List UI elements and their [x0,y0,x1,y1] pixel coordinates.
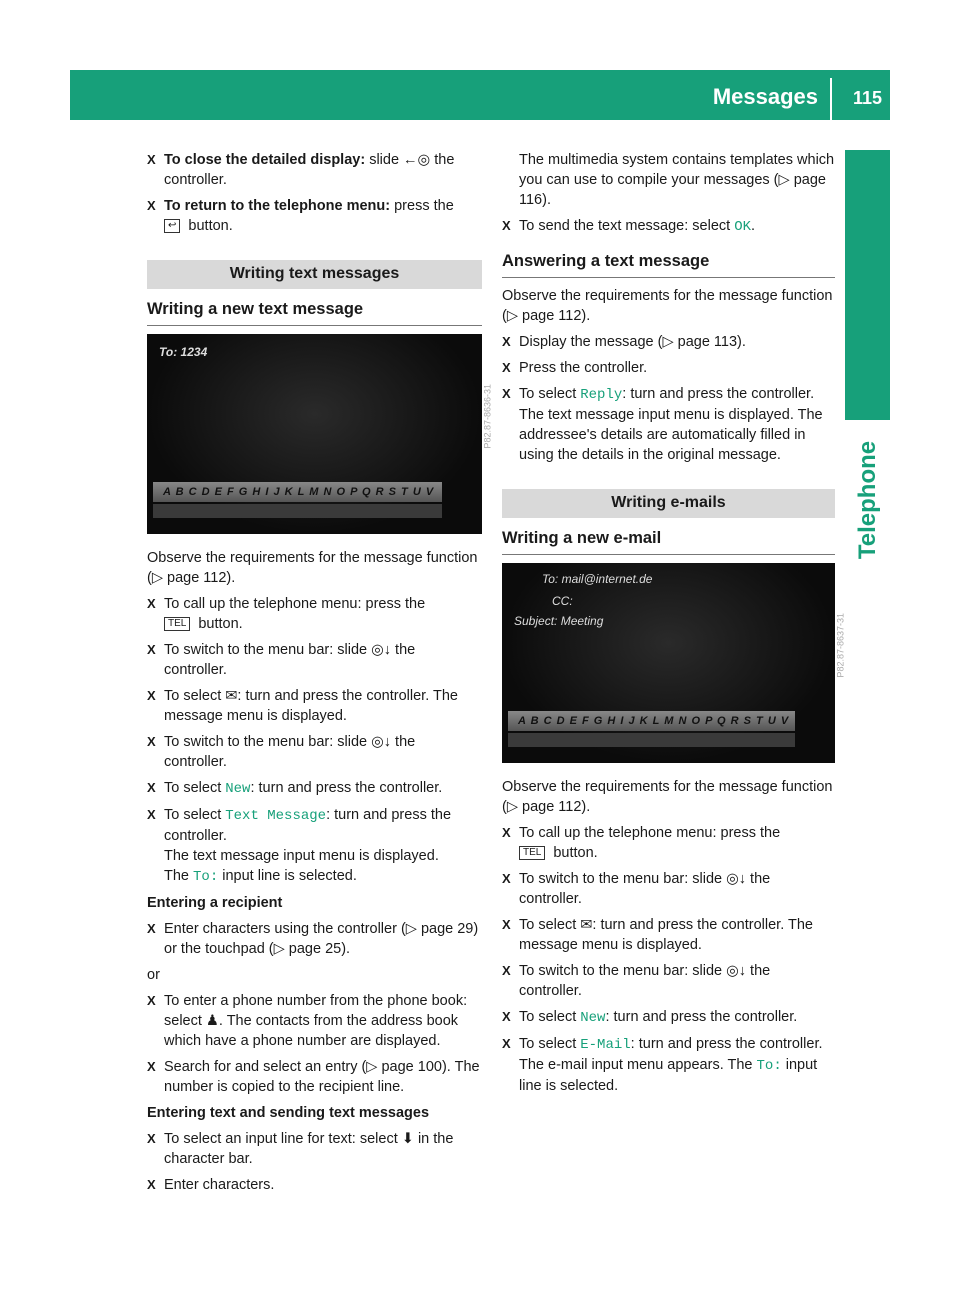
or-text: or [147,967,160,983]
observe-note: Observe the requirements for the message function (▷ page 112). [502,779,833,815]
step: X Enter characters. [147,1175,482,1195]
step: X To switch to the menu bar: slide ◎↓ the controller. [502,869,835,909]
subsection-heading: Writing a new e-mail [502,528,835,555]
step: X To call up the telephone menu: press the TEL button. [502,823,835,863]
tel-button-icon: TEL [519,846,545,860]
step: X To select New: turn and press the controller. [502,1007,835,1028]
step: X To send the text message: select OK. [502,216,835,237]
step: X To enter a phone number from the phone book: select ♟. The contacts from the address book which have a phone number are displayed. [147,991,482,1051]
right-column [502,150,846,1102]
step: X To select New: turn and press the controller. [147,778,482,799]
step: X To switch to the menu bar: slide ◎↓ the controller. [502,961,835,1001]
screen-menu-bar [153,504,442,518]
screen-menu-bar [508,733,795,747]
left-column [147,150,493,1201]
email-screenshot [502,563,846,763]
heading-recipient: Entering a recipient [147,895,283,911]
step: X To select Reply: turn and press the controller. The text message input menu is displayed. The addressee's details are automatically filled in using the details in the original message. [502,384,835,465]
step: X To select ✉: turn and press the controller. The message menu is displayed. [147,686,482,726]
templates-note: The multimedia system contains templates which you can use to compile your messages (▷ page 116). [519,152,835,208]
screen-subject-line: Subject: Meeting [514,614,604,628]
back-button-icon: ↩ [164,219,180,233]
heading-text-send: Entering text and sending text messages [147,1105,430,1121]
chapter-tab [845,150,890,420]
screen-to-line: To: mail@internet.de [542,572,653,586]
step: X Enter characters using the controller (▷ page 29) or the touchpad (▷ page 25). [147,919,482,959]
step: X Display the message (▷ page 113). [502,332,835,352]
screen-cc-line: CC: [552,594,573,608]
step: X Press the controller. [502,358,835,378]
screen-code: P82.87-8636-31 [483,384,493,449]
screen-to-line: To: 1234 [159,345,208,359]
chapter-label: Telephone [853,440,881,560]
step: X To select E-Mail: turn and press the controller. The e-mail input menu appears. The To: input line is selected. [502,1034,835,1096]
tel-button-icon: TEL [164,617,190,631]
step-return-menu: X To return to the telephone menu: press the ↩ button. [147,196,482,236]
header-bar [70,70,890,120]
step: X Search for and select an entry (▷ page 100). The number is copied to the recipient line. [147,1057,482,1097]
header-divider [830,78,832,120]
step: X To switch to the menu bar: slide ◎↓ the controller. [147,732,482,772]
step: X To select Text Message: turn and press the controller. The text message input menu is displayed. The To: input line is selected. [147,805,482,887]
step-close-detail: X To close the detailed display: slide ←◎ the controller. [147,150,482,190]
screen-code: P82.87-8637-31 [836,613,846,678]
section-heading: Writing text messages [147,260,482,289]
observe-note: Observe the requirements for the message function (▷ page 112). [502,288,833,324]
section-heading: Writing e-mails [502,489,835,518]
subsection-heading: Writing a new text message [147,299,482,326]
text-message-screenshot [147,334,493,534]
page-number: 115 [852,88,882,108]
step: X To select an input line for text: select ⬇ in the character bar. [147,1129,482,1169]
step: X To select ✉: turn and press the controller. The message menu is displayed. [502,915,835,955]
step: X To switch to the menu bar: slide ◎↓ the controller. [147,640,482,680]
observe-note: Observe the requirements for the message function (▷ page 112). [147,550,478,586]
subsection-heading: Answering a text message [502,251,835,278]
step: X To call up the telephone menu: press the TEL button. [147,594,482,634]
screen-character-bar: A B C D E F G H I J K L M N O P Q R S T U V [508,711,795,731]
screen-character-bar: A B C D E F G H I J K L M N O P Q R S T U V [153,482,442,502]
page-section-title: Messages [712,84,818,109]
